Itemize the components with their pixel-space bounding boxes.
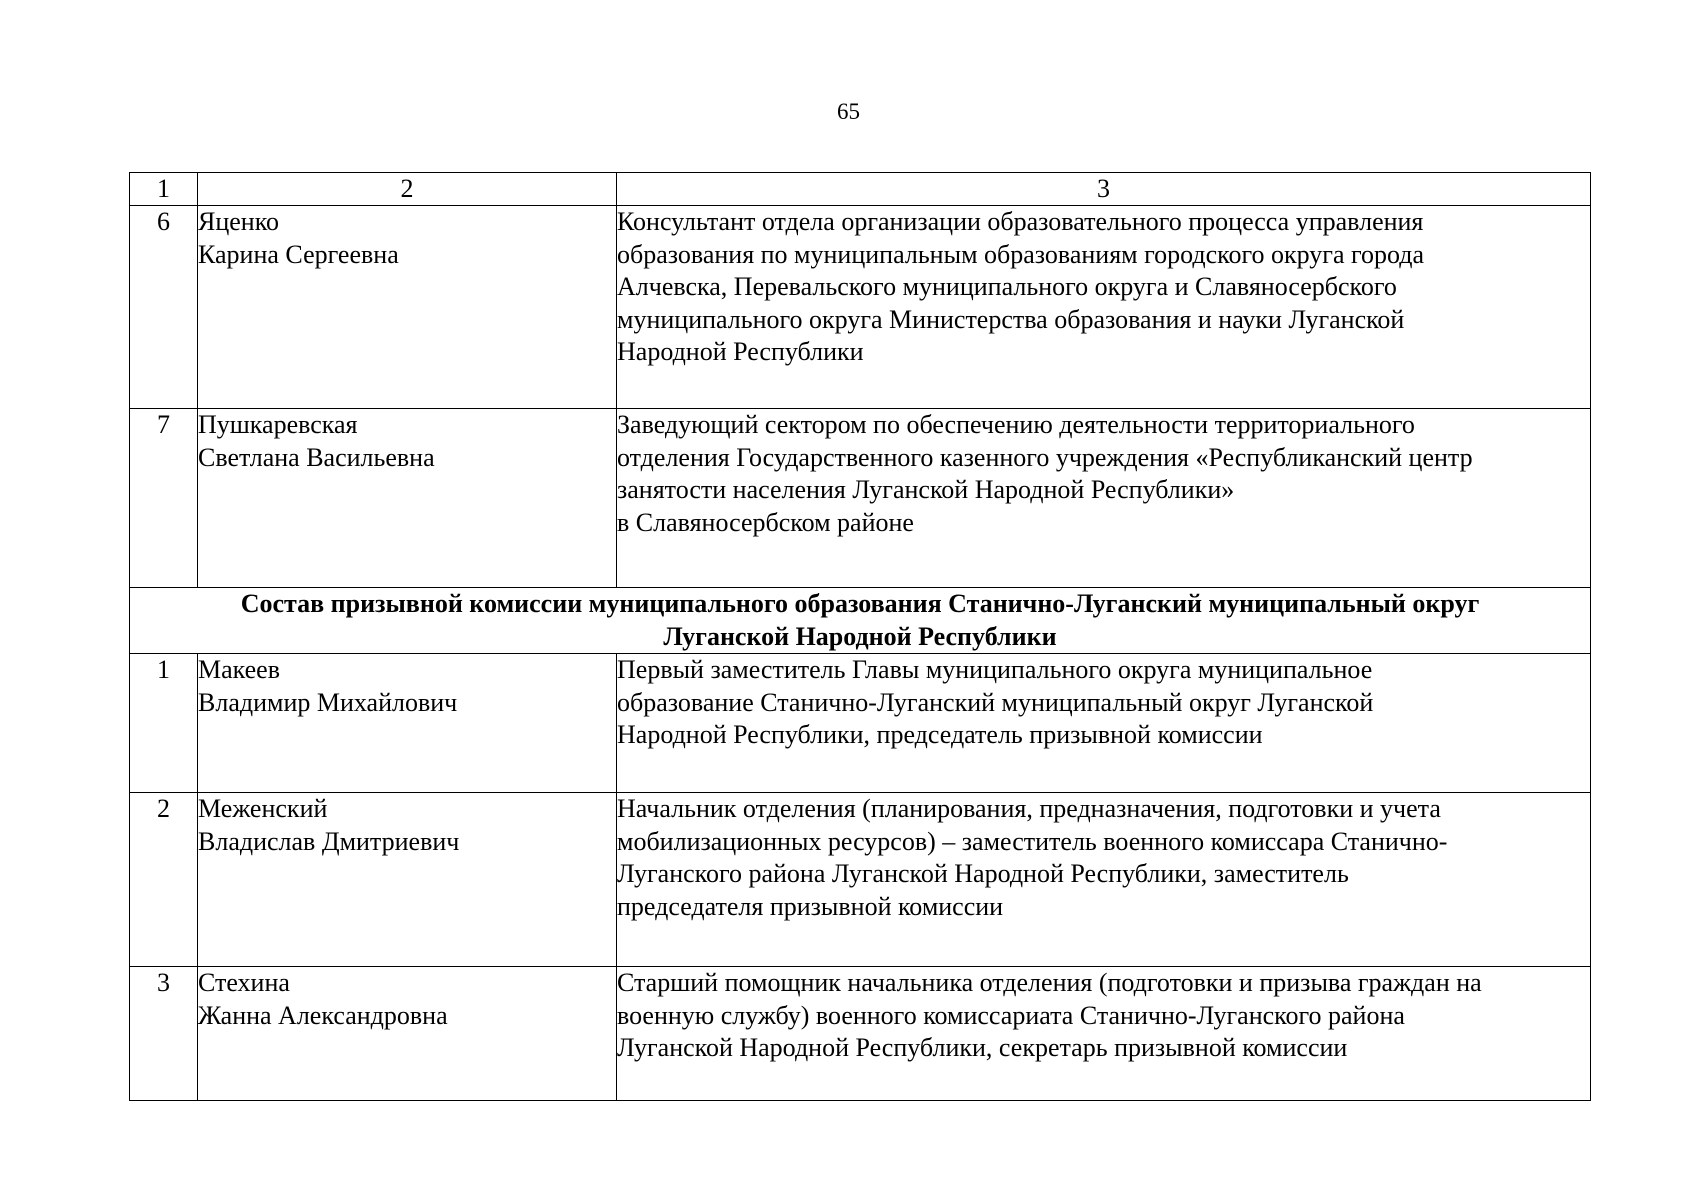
member-name [198, 206, 617, 409]
table-row [130, 409, 1591, 588]
column-header-position: 3 [617, 173, 1591, 206]
position-line: муниципального округа Министерства образования и науки Луганской [617, 304, 1405, 334]
position-line: в Славяносербском районе [617, 507, 914, 537]
column-header-name: 2 [198, 173, 617, 206]
position-line: Начальник отделения (планирования, предназначения, подготовки и учета [617, 794, 1441, 823]
member-surname: Стехина [198, 968, 290, 997]
member-name [198, 793, 617, 967]
position-line: Алчевска, Перевальского муниципального округа и Славяносербского [617, 272, 1397, 301]
member-given-names: Владислав Дмитриевич [198, 826, 460, 856]
member-name [198, 409, 617, 588]
position-line: Заведующий сектором по обеспечению деятельности территориального [617, 410, 1415, 439]
member-given-names: Владимир Михайлович [198, 687, 458, 717]
member-surname: Яценко [198, 207, 280, 236]
table-row [130, 967, 1591, 1101]
position-line: Народной Республики, председатель призывной комиссии [617, 720, 1263, 749]
position-line: мобилизационных ресурсов) – заместитель военного комиссара Станично- [617, 826, 1448, 856]
member-surname: Макеев [198, 655, 280, 684]
table-header-row [130, 173, 1591, 206]
member-position [617, 654, 1591, 793]
row-number: 6 [130, 206, 198, 409]
member-position [617, 206, 1591, 409]
section-heading-line: Луганской Народной Республики [663, 621, 1057, 651]
commission-table [129, 172, 1591, 1101]
section-heading-line: Состав призывной комиссии муниципального образования Станично-Луганский муниципальный округ [240, 589, 1480, 618]
position-line: председателя призывной комиссии [617, 891, 1004, 921]
member-given-names: Карина Сергеевна [198, 239, 399, 269]
table-row [130, 793, 1591, 967]
row-number: 3 [130, 967, 198, 1101]
position-line: военную службу) военного комиссариата Станично-Луганского района [617, 1000, 1405, 1030]
member-name [198, 967, 617, 1101]
table-row [130, 206, 1591, 409]
row-number: 2 [130, 793, 198, 967]
member-surname: Пушкаревская [198, 410, 358, 439]
section-heading-row [130, 588, 1591, 654]
table-row [130, 654, 1591, 793]
member-given-names: Жанна Александровна [198, 1000, 448, 1030]
position-line: Луганского района Луганской Народной Республики, заместитель [617, 859, 1349, 888]
position-line: отделения Государственного казенного учреждения «Республиканский центр [617, 442, 1473, 472]
member-position [617, 793, 1591, 967]
member-name [198, 654, 617, 793]
position-line: Консультант отдела организации образовательного процесса управления [617, 207, 1424, 236]
position-line: Луганской Народной Республики, секретарь призывной комиссии [617, 1033, 1348, 1062]
page-number: 65 [837, 99, 860, 124]
position-line: Народной Республики [617, 337, 864, 366]
position-line: образование Станично-Луганский муниципальный округ Луганской [617, 687, 1374, 717]
position-line: Старший помощник начальника отделения (подготовки и призыва граждан на [617, 968, 1482, 997]
member-position [617, 967, 1591, 1101]
position-line: Первый заместитель Главы муниципального округа муниципальное [617, 655, 1373, 684]
member-surname: Меженский [198, 794, 328, 823]
column-header-number: 1 [130, 173, 198, 206]
member-position [617, 409, 1591, 588]
member-given-names: Светлана Васильевна [198, 442, 435, 472]
row-number: 1 [130, 654, 198, 793]
row-number: 7 [130, 409, 198, 588]
position-line: образования по муниципальным образованиям городского округа города [617, 239, 1425, 269]
section-heading [130, 588, 1591, 654]
position-line: занятости населения Луганской Народной Республики» [617, 475, 1235, 504]
